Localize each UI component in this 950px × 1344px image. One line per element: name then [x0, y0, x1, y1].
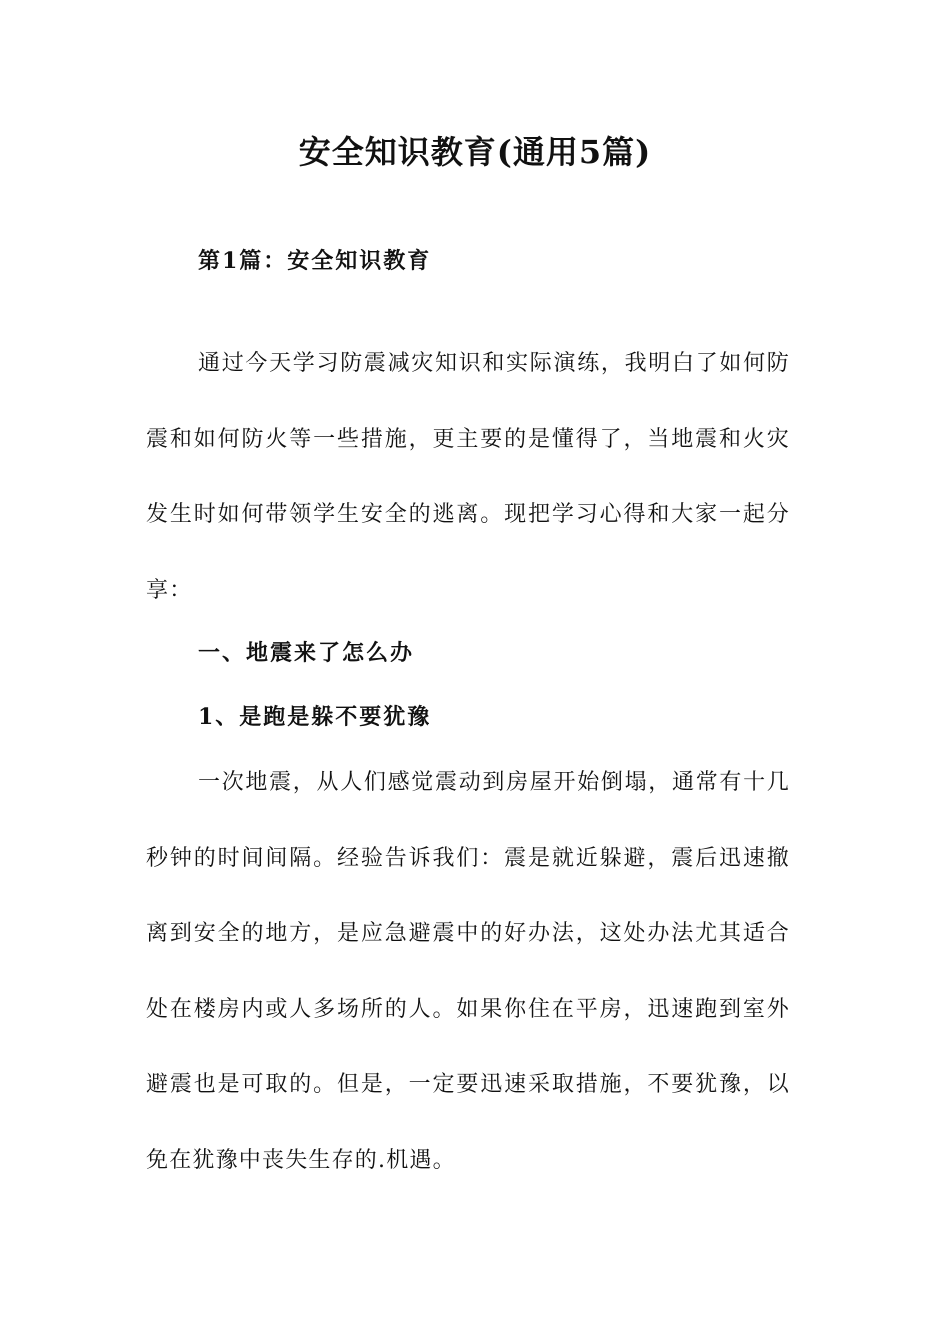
- document-title: 安全知识教育(通用5篇): [298, 133, 652, 171]
- item-heading-run-or-hide: 1、是跑是躲不要犹豫: [198, 704, 432, 730]
- section-heading: 第1篇：安全知识教育: [198, 248, 432, 274]
- sub-heading-earthquake: 一、地震来了怎么办: [198, 640, 415, 666]
- paragraph-intro: 通过今天学习防震减灾知识和实际演练，我明白了如何防震和如何防火等一些措施，更主要的是懂得了，当地震和火灾发生时如何带领学生安全的逃离。现把学习心得和大家一起分享：: [146, 351, 790, 603]
- paragraph-earthquake-advice: 一次地震，从人们感觉震动到房屋开始倒塌，通常有十几秒钟的时间间隔。经验告诉我们：震是就近躲避，震后迅速撤离到安全的地方，是应急避震中的好办法，这处办法尤其适合处在楼房内或人多场所的人。如果你住在平房，迅速跑到室外避震也是可取的。但是，一定要迅速采取措施，不要犹豫，以免在犹豫中丧失生存的.机遇。: [146, 770, 790, 1173]
